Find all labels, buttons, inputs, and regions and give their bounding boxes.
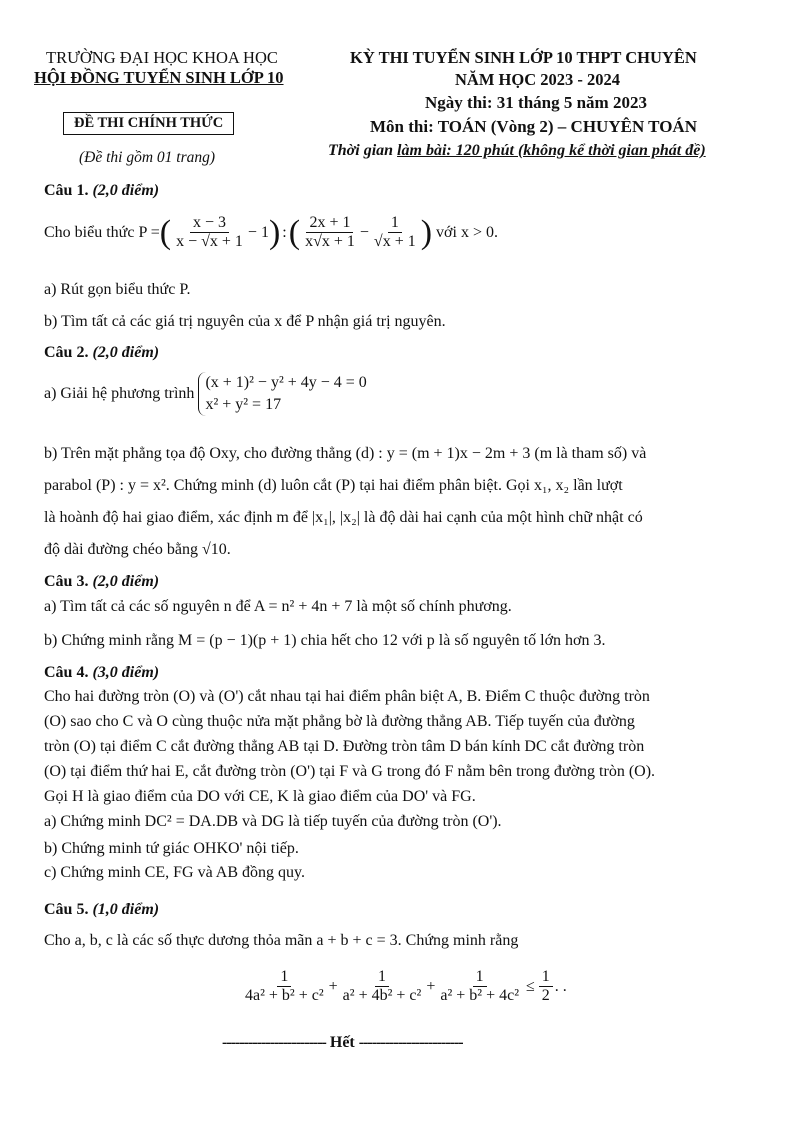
question-4c: c) Chứng minh CE, FG và AB đồng quy. [44, 864, 305, 881]
question-2b-line-1: b) Trên mặt phẳng tọa độ Oxy, cho đường thẳng (d) : y = (m + 1)x − 2m + 3 (m là tham số) và [44, 445, 647, 462]
exam-title: KỲ THI TUYỂN SINH LỚP 10 THPT CHUYÊN [350, 48, 697, 67]
question-2b-line-2: parabol (P) : y = x². Chứng minh (d) luôn cắt (P) tại hai điểm phân biệt. Gọi x₁, x₂ lần lượt [44, 477, 623, 494]
exam-subject: Môn thi: TOÁN (Vòng 2) – CHUYÊN TOÁN [370, 117, 697, 136]
question-2b-line-4: độ dài đường chéo bằng √10. [44, 541, 231, 558]
end-marker: ------------------------ Hết ------------------------ [222, 1034, 463, 1051]
school-year: NĂM HỌC 2023 - 2024 [455, 70, 620, 89]
question-3a: a) Tìm tất cả các số nguyên n để A = n² + 4n + 7 là một số chính phương. [44, 598, 512, 615]
exam-date: Ngày thi: 31 tháng 5 năm 2023 [425, 93, 647, 112]
question-1a: a) Rút gọn biểu thức P. [44, 281, 191, 298]
page-note: (Đề thi gồm 01 trang) [79, 149, 216, 166]
question-4-line-2: (O) sao cho C và O cùng thuộc nửa mặt phẳng bờ là đường thẳng AB. Tiếp tuyến của đường [44, 713, 635, 730]
equation-system: (x + 1)² − y² + 4y − 4 = 0 x² + y² = 17 [198, 372, 366, 416]
question-1-title: Câu 1. (2,0 điểm) [44, 182, 160, 199]
question-5-intro: Cho a, b, c là các số thực dương thỏa mãn a + b + c = 3. Chứng minh rằng [44, 932, 519, 949]
question-1-expression: Cho biểu thức P = ( $\frac{x - 3}{x - √x + 1}$ − 1 ) : ( $\frac{2x + 1}{x√x + 1}$ − $\frac{1}{√x + 1}$ ) với x > 0. [44, 213, 498, 251]
question-4-line-5: Gọi H là giao điểm của DO với CE, K là giao điểm của DO' và FG. [44, 788, 476, 805]
question-2-title: Câu 2. (2,0 điểm) [44, 344, 160, 361]
question-3b: b) Chứng minh rằng M = (p − 1)(p + 1) chia hết cho 12 với p là số nguyên tố lớn hơn 3. [44, 632, 606, 649]
council-name: HỘI ĐỒNG TUYỂN SINH LỚP 10 [34, 68, 284, 87]
question-4-line-4: (O) tại điểm thứ hai E, cắt đường tròn (O') tại F và G trong đó F nằm bên trong đường tròn (O). [44, 763, 656, 780]
question-5-title: Câu 5. (1,0 điểm) [44, 901, 160, 918]
question-4-line-3: tròn (O) tại điểm C cắt đường thẳng AB tại D. Đường tròn tâm D bán kính DC cắt đường tròn [44, 738, 645, 755]
exam-duration: Thời gian làm bài: 120 phút (không kể thời gian phát đề) [328, 142, 706, 159]
school-name: TRƯỜNG ĐẠI HỌC KHOA HỌC [46, 48, 278, 67]
question-4a: a) Chứng minh DC² = DA.DB và DG là tiếp tuyến của đường tròn (O'). [44, 813, 502, 830]
question-5-inequality: $\frac{1}{\text{4a² + b² + c²}}$ + $\frac{1}{\text{a² + 4b² + c²}}$ + $\frac{1}{\text{a² + b² + 4c²}}$ ≤ $\frac{1}{2}$ . . [245, 968, 567, 1004]
question-4-line-1: Cho hai đường tròn (O) và (O') cắt nhau tại hai điểm phân biệt A, B. Điểm C thuộc đường tròn [44, 688, 650, 705]
question-3-title: Câu 3. (2,0 điểm) [44, 573, 160, 590]
question-2b-line-3: là hoành độ hai giao điểm, xác định m để |x₁|, |x₂| là độ dài hai cạnh của một hình chữ nhật có [44, 509, 643, 526]
question-2a: a) Giải hệ phương trình (x + 1)² − y² + 4y − 4 = 0 x² + y² = 17 [44, 372, 367, 416]
question-4b: b) Chứng minh tứ giác OHKO' nội tiếp. [44, 840, 299, 857]
question-1b: b) Tìm tất cả các giá trị nguyên của x để P nhận giá trị nguyên. [44, 313, 446, 330]
question-4-title: Câu 4. (3,0 điểm) [44, 664, 160, 681]
official-exam-label: ĐỀ THI CHÍNH THỨC [63, 112, 234, 135]
